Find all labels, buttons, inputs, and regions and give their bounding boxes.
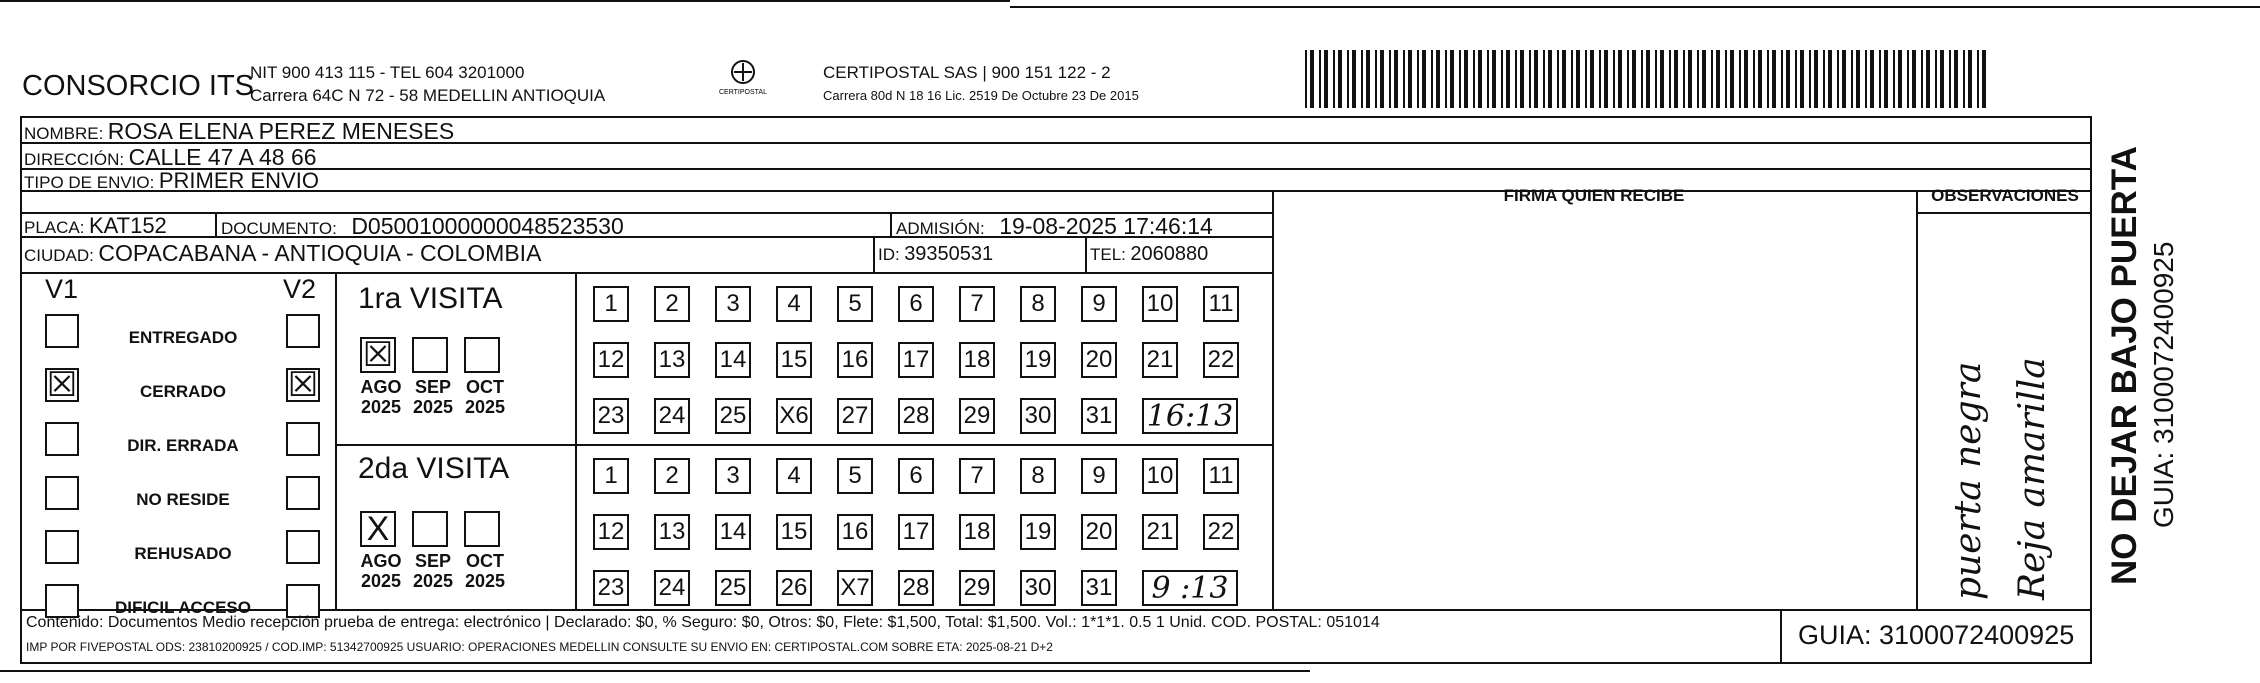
barcode-bar: [1641, 50, 1643, 108]
day-cell[interactable]: X6: [776, 398, 812, 434]
day-cell[interactable]: 23: [593, 570, 629, 606]
day-cell[interactable]: 15: [776, 514, 812, 550]
day-cell[interactable]: 14: [715, 514, 751, 550]
company-address: Carrera 64C N 72 - 58 MEDELLIN ANTIOQUIA: [250, 86, 606, 105]
visit2-title: 2da VISITA: [358, 452, 510, 485]
month-mark: [466, 339, 498, 371]
direccion-value: CALLE 47 A 48 66: [128, 144, 317, 170]
barcode-bar: [1604, 50, 1608, 108]
tipo-envio-row: [24, 168, 319, 194]
status-v1-checkbox[interactable]: [45, 368, 79, 402]
day-cell[interactable]: 13: [654, 342, 690, 378]
barcode-bar: [1380, 50, 1384, 108]
logo-text: CERTIPOSTAL: [719, 89, 767, 96]
barcode-bar: [1809, 50, 1811, 108]
day-cell[interactable]: 4: [776, 458, 812, 494]
status-label: NO RESIDE: [136, 490, 230, 509]
barcode-bar: [1310, 50, 1314, 108]
barcode-bar: [1823, 50, 1825, 108]
status-v1-mark: [47, 586, 77, 616]
barcode-bar: [1669, 50, 1671, 108]
barcode-bar: [1389, 50, 1391, 108]
v1-label: V1: [45, 274, 79, 304]
barcode-bar: [1459, 50, 1461, 108]
year-label: 2025: [360, 571, 402, 591]
bottom-rule: [0, 670, 1310, 672]
barcode-bar: [1949, 50, 1951, 108]
barcode-bar: [1324, 50, 1328, 108]
day-cell[interactable]: 27: [837, 398, 873, 434]
status-label: REHUSADO: [134, 544, 232, 563]
barcode-bar: [1968, 50, 1972, 108]
barcode-bar: [1828, 50, 1832, 108]
status-v2-mark: [288, 532, 318, 562]
courier-address: Carrera 80d N 18 16 Lic. 2519 De Octubre 23 De 2015: [823, 88, 1139, 103]
barcode-bar: [1935, 50, 1937, 108]
ciudad-label: CIUDAD:: [24, 246, 94, 265]
day-cell[interactable]: 18: [959, 514, 995, 550]
barcode-bar: [1599, 50, 1601, 108]
status-v1-checkbox[interactable]: [45, 584, 79, 618]
ciudad-value: COPACABANA - ANTIOQUIA - COLOMBIA: [98, 240, 542, 266]
barcode-bar: [1926, 50, 1930, 108]
nombre-label: NOMBRE:: [24, 124, 104, 143]
courier-name: CERTIPOSTAL SAS | 900 151 122 - 2: [823, 63, 1111, 82]
id-row: [878, 243, 993, 266]
year-label: 2025: [412, 571, 454, 591]
status-v2-checkbox[interactable]: [286, 314, 320, 348]
day-cell[interactable]: 15: [776, 342, 812, 378]
status-v1-mark: [47, 532, 77, 562]
tel-label: TEL:: [1090, 245, 1126, 264]
barcode-bar: [1711, 50, 1713, 108]
day-cell[interactable]: 21: [1142, 342, 1178, 378]
status-v2-checkbox[interactable]: [286, 584, 320, 618]
barcode-bar: [1753, 50, 1755, 108]
barcode-bar: [1618, 50, 1622, 108]
barcode-bar: [1814, 50, 1818, 108]
barcode-bar: [1963, 50, 1965, 108]
barcode-bar: [1338, 50, 1342, 108]
day-cell[interactable]: 18: [959, 342, 995, 378]
barcode-bar: [1548, 50, 1552, 108]
barcode-bar: [1837, 50, 1839, 108]
status-v1-checkbox[interactable]: [45, 314, 79, 348]
barcode-bar: [1375, 50, 1377, 108]
company-name: CONSORCIO ITS: [22, 70, 255, 102]
barcode-bar: [1576, 50, 1580, 108]
day-cell[interactable]: 20: [1081, 342, 1117, 378]
year-label: 2025: [464, 571, 506, 591]
day-cell[interactable]: 4: [776, 286, 812, 322]
direccion-label: DIRECCIÓN:: [24, 150, 125, 169]
day-cell[interactable]: 12: [593, 342, 629, 378]
day-cell[interactable]: 2: [654, 286, 690, 322]
barcode-bar: [1422, 50, 1426, 108]
day-cell[interactable]: 17: [898, 514, 934, 550]
day-cell[interactable]: 30: [1020, 398, 1056, 434]
barcode-bar: [1520, 50, 1524, 108]
day-cell[interactable]: 13: [654, 514, 690, 550]
barcode-bar: [1361, 50, 1363, 108]
barcode-bar: [1319, 50, 1321, 108]
status-v2-checkbox[interactable]: [286, 476, 320, 510]
day-cell[interactable]: 6: [898, 458, 934, 494]
barcode-bar: [1464, 50, 1468, 108]
day-cell[interactable]: 16: [837, 514, 873, 550]
barcode-bar: [1347, 50, 1349, 108]
placa-label: PLACA:: [24, 218, 85, 237]
month-label: AGO: [360, 551, 402, 571]
top-rule-2: [1010, 6, 2260, 8]
barcode-bar: [1366, 50, 1370, 108]
day-cell[interactable]: 28: [898, 570, 934, 606]
status-v2-mark: [288, 478, 318, 508]
barcode: [1305, 50, 1995, 108]
day-cell[interactable]: 7: [959, 286, 995, 322]
month-mark: [414, 513, 446, 545]
day-cell[interactable]: 22: [1203, 342, 1239, 378]
status-v2-mark: [288, 586, 318, 616]
barcode-bar: [1982, 50, 1986, 108]
visit1-title: 1ra VISITA: [358, 282, 503, 315]
day-cell[interactable]: 5: [837, 458, 873, 494]
month-mark: X: [366, 510, 390, 548]
barcode-bar: [1352, 50, 1356, 108]
day-cell[interactable]: 31: [1081, 398, 1117, 434]
day-cell[interactable]: 19: [1020, 342, 1056, 378]
month-mark: ☒: [362, 336, 394, 374]
barcode-bar: [1865, 50, 1867, 108]
barcode-bar: [1431, 50, 1433, 108]
day-cell[interactable]: 21: [1142, 514, 1178, 550]
side-guia: GUIA: 3100072400925: [2148, 241, 2179, 528]
barcode-bar: [1478, 50, 1482, 108]
barcode-bar: [1506, 50, 1510, 108]
day-cell[interactable]: 20: [1081, 514, 1117, 550]
direccion-row: [24, 144, 317, 171]
day-cell[interactable]: 9: [1081, 458, 1117, 494]
barcode-bar: [1436, 50, 1440, 108]
status-v1-mark: [47, 424, 77, 454]
barcode-bar: [1893, 50, 1895, 108]
barcode-bar: [1660, 50, 1664, 108]
barcode-bar: [1613, 50, 1615, 108]
day-cell[interactable]: 31: [1081, 570, 1117, 606]
day-cell[interactable]: 6: [898, 286, 934, 322]
barcode-bar: [1515, 50, 1517, 108]
day-cell[interactable]: 3: [715, 458, 751, 494]
v2-label: V2: [283, 274, 317, 304]
day-cell[interactable]: 12: [593, 514, 629, 550]
year-label: 2025: [360, 397, 402, 417]
barcode-bar: [1333, 50, 1335, 108]
day-cell[interactable]: 17: [898, 342, 934, 378]
barcode-bar: [1557, 50, 1559, 108]
day-cell[interactable]: 22: [1203, 514, 1239, 550]
barcode-bar: [1534, 50, 1538, 108]
barcode-bar: [1781, 50, 1783, 108]
barcode-bar: [1394, 50, 1398, 108]
status-v2-mark: [288, 316, 318, 346]
month-mark: [466, 513, 498, 545]
barcode-bar: [1898, 50, 1902, 108]
barcode-bar: [1772, 50, 1776, 108]
status-v2-mark: ☒: [287, 366, 319, 404]
day-cell[interactable]: 10: [1142, 286, 1178, 322]
year-label: 2025: [412, 397, 454, 417]
month-mark: [414, 339, 446, 371]
barcode-bar: [1529, 50, 1531, 108]
time-cell[interactable]: 16:13: [1142, 398, 1238, 434]
barcode-bar: [1408, 50, 1412, 108]
id-value: 39350531: [904, 243, 994, 265]
barcode-bar: [1884, 50, 1888, 108]
day-cell[interactable]: 24: [654, 398, 690, 434]
admision-label: ADMISIÓN:: [896, 219, 985, 238]
barcode-bar: [1683, 50, 1685, 108]
barcode-bar: [1450, 50, 1454, 108]
month-checkbox[interactable]: [464, 511, 500, 547]
barcode-bar: [1921, 50, 1923, 108]
day-cell[interactable]: 16: [837, 342, 873, 378]
tel-value: 2060880: [1130, 243, 1209, 265]
documento-value: D05001000000048523530: [351, 213, 624, 239]
barcode-bar: [1403, 50, 1405, 108]
day-cell[interactable]: 8: [1020, 458, 1056, 494]
month-label: OCT: [466, 551, 504, 571]
day-cell[interactable]: 25: [715, 398, 751, 434]
month-label: SEP: [414, 551, 452, 571]
day-cell[interactable]: 24: [654, 570, 690, 606]
barcode-bar: [1702, 50, 1706, 108]
tel-row: [1090, 243, 1208, 266]
day-cell[interactable]: 8: [1020, 286, 1056, 322]
day-cell[interactable]: 10: [1142, 458, 1178, 494]
day-cell[interactable]: 1: [593, 286, 629, 322]
barcode-bar: [1870, 50, 1874, 108]
barcode-bar: [1646, 50, 1650, 108]
barcode-bar: [1767, 50, 1769, 108]
footer-content: Contenido: Documentos Medio recepción prueba de entrega: electrónico | Declarado: $0, % Seguro: $0, Otros: $0, Flete: $1,500, Total: $1,500. Vol.: 1*1*1. 0.5 1 Unid. COD. POSTAL: 051014: [26, 614, 1380, 631]
barcode-bar: [1851, 50, 1853, 108]
status-label: CERRADO: [140, 382, 226, 401]
documento-row: [221, 213, 624, 240]
status-v1-checkbox[interactable]: [45, 530, 79, 564]
barcode-bar: [1585, 50, 1587, 108]
month-label: OCT: [466, 377, 504, 397]
footer-imp: IMP POR FIVEPOSTAL ODS: 23810200925 / COD.IMP: 51342700925 USUARIO: OPERACIONES MEDELLIN CONSULTE SU ENVIO EN: CERTIPOSTAL.COM SOBRE ETA: 2025-08-21 D+2: [26, 640, 1053, 654]
status-v2-mark: [288, 424, 318, 454]
barcode-bar: [1655, 50, 1657, 108]
day-cell[interactable]: 1: [593, 458, 629, 494]
id-label: ID:: [878, 245, 900, 264]
barcode-bar: [1730, 50, 1734, 108]
time-cell[interactable]: 9 :13: [1142, 570, 1238, 606]
barcode-bar: [1445, 50, 1447, 108]
observaciones-label: OBSERVACIONES: [1931, 186, 2079, 205]
nombre-value: ROSA ELENA PEREZ MENESES: [107, 118, 455, 144]
status-v1-checkbox[interactable]: [45, 476, 79, 510]
day-cell[interactable]: 2: [654, 458, 690, 494]
admision-row: [896, 213, 1213, 240]
barcode-bar: [1473, 50, 1475, 108]
side-warning: NO DEJAR BAJO PUERTA: [2105, 146, 2144, 585]
month-checkbox[interactable]: [412, 511, 448, 547]
day-cell[interactable]: 19: [1020, 514, 1056, 550]
month-label: AGO: [360, 377, 402, 397]
admision-value: 19-08-2025 17:46:14: [999, 213, 1213, 239]
firma-label: FIRMA QUIEN RECIBE: [1503, 186, 1685, 205]
barcode-bar: [1716, 50, 1720, 108]
day-cell[interactable]: 23: [593, 398, 629, 434]
month-label: SEP: [414, 377, 452, 397]
barcode-bar: [1487, 50, 1489, 108]
top-rule: [0, 0, 1010, 2]
barcode-bar: [1744, 50, 1748, 108]
day-cell[interactable]: 29: [959, 398, 995, 434]
barcode-bar: [1977, 50, 1979, 108]
status-v2-checkbox[interactable]: [286, 422, 320, 456]
barcode-bar: [1590, 50, 1594, 108]
status-label: ENTREGADO: [128, 328, 238, 347]
barcode-bar: [1562, 50, 1566, 108]
day-cell[interactable]: 14: [715, 342, 751, 378]
barcode-bar: [1842, 50, 1846, 108]
barcode-bar: [1879, 50, 1881, 108]
day-cell[interactable]: X7: [837, 570, 873, 606]
barcode-bar: [1912, 50, 1916, 108]
barcode-bar: [1305, 50, 1307, 108]
observacion-line-2: Reja amarilla: [2012, 357, 2053, 600]
certipostal-logo: [712, 58, 774, 98]
barcode-bar: [1800, 50, 1804, 108]
barcode-bar: [1954, 50, 1958, 108]
barcode-bar: [1627, 50, 1629, 108]
barcode-bar: [1688, 50, 1692, 108]
barcode-bar: [1758, 50, 1762, 108]
status-v1-mark: [47, 316, 77, 346]
barcode-bar: [1492, 50, 1496, 108]
status-label: DIFICIL ACCESO: [114, 598, 251, 617]
day-cell[interactable]: 3: [715, 286, 751, 322]
barcode-bar: [1543, 50, 1545, 108]
barcode-bar: [1571, 50, 1573, 108]
barcode-bar: [1856, 50, 1860, 108]
placa-row: [24, 213, 167, 239]
day-cell[interactable]: 26: [776, 570, 812, 606]
day-cell[interactable]: 11: [1203, 286, 1239, 322]
barcode-bar: [1739, 50, 1741, 108]
company-nit: NIT 900 413 115 - TEL 604 3201000: [250, 63, 525, 82]
barcode-bar: [1940, 50, 1944, 108]
day-cell[interactable]: 25: [715, 570, 751, 606]
month-checkbox[interactable]: [360, 337, 396, 373]
tipo-label: TIPO DE ENVIO:: [24, 173, 155, 192]
day-cell[interactable]: 9: [1081, 286, 1117, 322]
nombre-row: [24, 118, 454, 145]
day-cell[interactable]: 29: [959, 570, 995, 606]
barcode-bar: [1632, 50, 1636, 108]
placa-value: KAT152: [88, 213, 167, 238]
status-v1-mark: ☒: [46, 366, 78, 404]
status-label: DIR. ERRADA: [127, 436, 239, 455]
barcode-bar: [1674, 50, 1678, 108]
day-cell[interactable]: 7: [959, 458, 995, 494]
month-checkbox[interactable]: [412, 337, 448, 373]
ciudad-row: [24, 240, 541, 267]
status-v1-checkbox[interactable]: [45, 422, 79, 456]
status-v2-checkbox[interactable]: [286, 368, 320, 402]
year-label: 2025: [464, 397, 506, 417]
observacion-line-1: puerta negra: [1948, 361, 1989, 600]
day-cell[interactable]: 28: [898, 398, 934, 434]
tipo-value: PRIMER ENVIO: [158, 168, 319, 193]
documento-label: DOCUMENTO:: [221, 219, 337, 238]
barcode-bar: [1725, 50, 1727, 108]
status-v1-mark: [47, 478, 77, 508]
barcode-bar: [1697, 50, 1699, 108]
barcode-bar: [1795, 50, 1797, 108]
day-cell[interactable]: 30: [1020, 570, 1056, 606]
barcode-bar: [1501, 50, 1503, 108]
day-cell[interactable]: 11: [1203, 458, 1239, 494]
day-cell[interactable]: 5: [837, 286, 873, 322]
barcode-bar: [1907, 50, 1909, 108]
month-checkbox[interactable]: [360, 511, 396, 547]
footer-guia: GUIA: 3100072400925: [1798, 620, 2075, 650]
barcode-bar: [1417, 50, 1419, 108]
barcode-bar: [1786, 50, 1790, 108]
status-v2-checkbox[interactable]: [286, 530, 320, 564]
month-checkbox[interactable]: [464, 337, 500, 373]
